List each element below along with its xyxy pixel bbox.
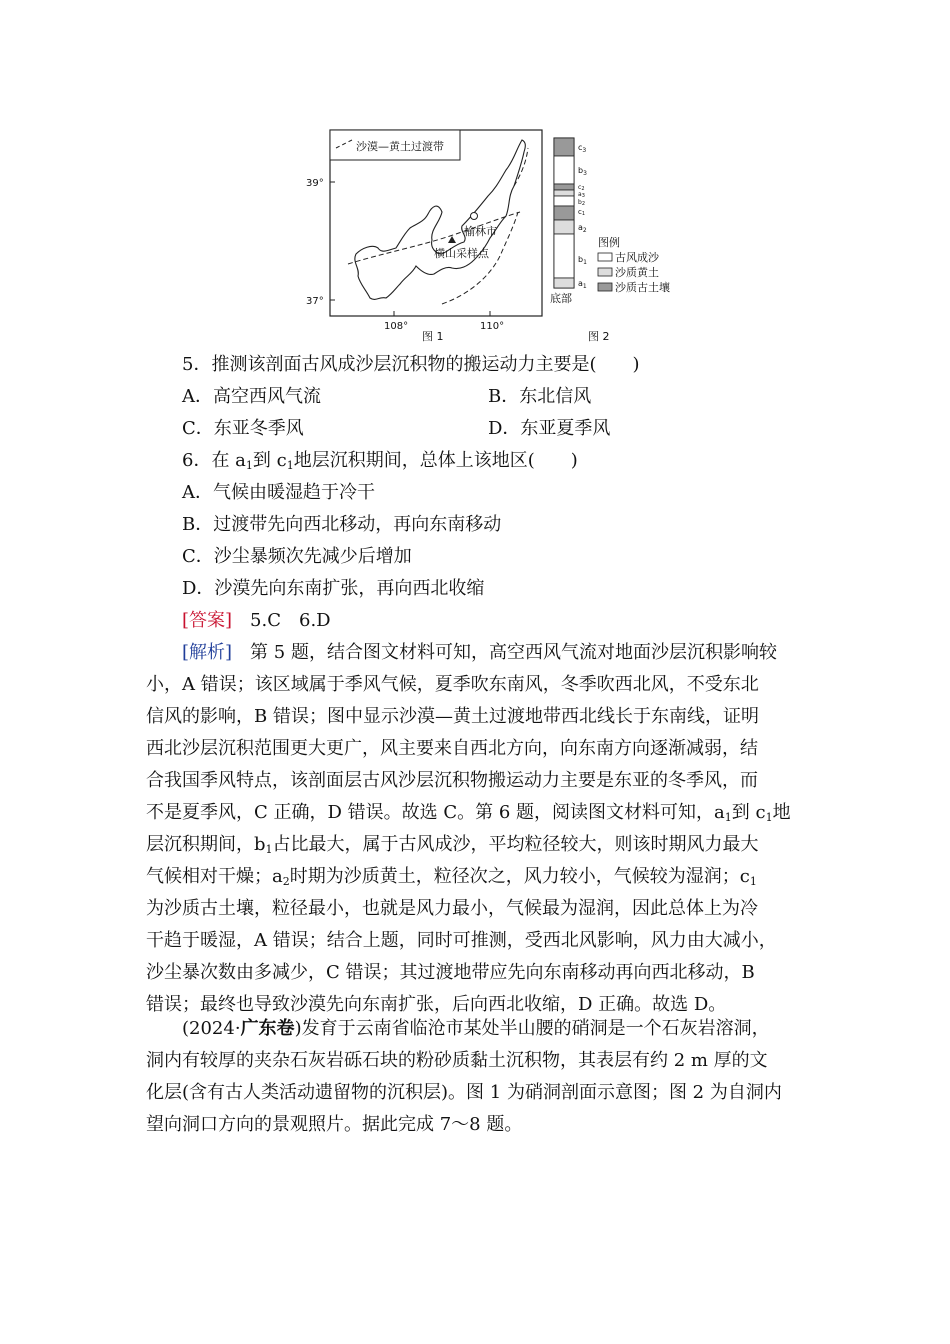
- label-b2-sub: 2: [581, 201, 585, 207]
- label-c1: c: [578, 208, 582, 216]
- analysis-line-8-sub2: 1: [749, 875, 757, 888]
- city-marker: [471, 213, 478, 220]
- answer-text: 5.C 6.D: [232, 610, 331, 631]
- label-b2: b: [578, 199, 582, 206]
- q6-option-d: D．沙漠先向东南扩张，再向西北收缩: [182, 578, 485, 599]
- lon-108-label: 108°: [384, 321, 409, 332]
- label-c2-sub: 2: [581, 186, 585, 192]
- q6-stem-post: 地层沉积期间，总体上该地区( ): [293, 450, 578, 471]
- svg-text:a3: [578, 191, 585, 199]
- label-b1: b: [578, 255, 584, 264]
- layer-a2-band: [554, 220, 574, 234]
- layer-b1-band: [554, 234, 574, 278]
- q6-option-b: B．过渡带先向西北移动，再向东南移动: [182, 514, 502, 535]
- analysis-line-6-end: 地: [772, 802, 791, 823]
- lat-39-label: 39°: [306, 178, 324, 189]
- q5-option-d: D．东亚夏季风: [488, 418, 611, 439]
- svg-text:b3: [578, 166, 587, 177]
- analysis-line-11: 沙尘暴次数由多减少，C 错误；其过渡地带应先向东南移动再向西北移动，B: [146, 962, 755, 983]
- layer-a1-band: [554, 278, 574, 288]
- analysis-line-7-pre: 层沉积期间，b: [146, 834, 266, 855]
- q6-stem-mid: 到 c: [252, 450, 287, 471]
- label-a2-sub: 2: [582, 227, 587, 234]
- label-b3: b: [578, 166, 584, 175]
- analysis-line-6: [146, 797, 808, 829]
- analysis-line-7-post: 占比最大，属于古风成沙，平均粒径较大，则该时期风力最大: [272, 834, 759, 855]
- q6-option-c: C．沙尘暴频次先减少后增加: [182, 546, 412, 567]
- intro-source-bold: 广东卷: [240, 1018, 295, 1039]
- legend-item-sand: 古风成沙: [615, 251, 659, 264]
- intro-line-4: 望向洞口方向的景观照片。据此完成 7～8 题。: [146, 1114, 523, 1135]
- legend-title: 图例: [598, 236, 620, 249]
- analysis-line-4: 西北沙层沉积范围更大更广，风主要来自西北方向，向东南方向逐渐减弱，结: [146, 738, 758, 759]
- label-a2: a: [578, 223, 583, 232]
- analysis-line-8: [146, 861, 808, 893]
- analysis-line-3: 信风的影响，B 错误；图中显示沙漠—黄土过渡地带西北线长于东南线，证明: [146, 706, 759, 727]
- analysis-line-7-sub: 1: [265, 843, 273, 856]
- svg-text:b2: [578, 199, 585, 207]
- bottom-label: 底部: [550, 292, 572, 305]
- sample-label: 横山采样点: [434, 247, 489, 260]
- label-a3-sub: 3: [581, 193, 585, 199]
- legend-swatch-paleosol: [598, 283, 612, 291]
- figure-2-caption: 图 2: [588, 330, 610, 343]
- analysis-tag: [解析]: [182, 642, 233, 663]
- analysis-line-9: 为沙质古土壤，粒径最小，也就是风力最小，气候最为湿润，因此总体上为冷: [146, 898, 758, 919]
- q6-stem-pre: 6．在 a: [182, 450, 246, 471]
- legend-item-paleosol: 沙质古土壤: [615, 281, 670, 294]
- analysis-line-6-sub2: 1: [765, 811, 773, 824]
- intro-paragraph: [146, 1013, 808, 1141]
- q6-stem: [182, 449, 578, 473]
- figure-2-column: [548, 134, 688, 348]
- svg-text:b1: [578, 255, 587, 266]
- legend-item-loess: 沙质黄土: [615, 266, 659, 279]
- label-c2: c: [578, 184, 582, 191]
- analysis-line-2: 小，A 错误；该区域属于季风气候，夏季吹东南风，冬季吹西北风，不受东北: [146, 674, 759, 695]
- analysis-line-8-sub: 2: [282, 875, 290, 888]
- legend-swatch-sand: [598, 253, 612, 261]
- label-a1: a: [578, 279, 583, 288]
- intro-line-1: )发育于云南省临沧市某处半山腰的硝洞是一个石灰岩溶洞，: [294, 1018, 770, 1039]
- analysis-line-6-text: 不是夏季风，C 正确，D 错误。故选 C。第 6 题，阅读图文材料可知，a: [146, 802, 725, 823]
- legend-swatch-loess: [598, 268, 612, 276]
- region-outline: [355, 140, 525, 299]
- svg-text:a2: [578, 223, 587, 234]
- layer-c2-band: [554, 184, 574, 190]
- analysis-line-1: 第 5 题，结合图文材料可知，高空西风气流对地面沙层沉积影响较: [232, 642, 777, 663]
- analysis-line-8-post: 时期为沙质黄土，粒径次之，风力较小，气候较为湿润；c: [289, 866, 750, 887]
- lon-110-label: 110°: [480, 321, 505, 332]
- q5-option-b: B．东北信风: [488, 386, 592, 407]
- analysis-line-5: 合我国季风特点，该剖面层古风沙层沉积物搬运动力主要是东亚的冬季风，而: [146, 770, 758, 791]
- map-legend-text: 沙漠—黄土过渡带: [356, 140, 444, 153]
- city-label: 榆林市: [464, 225, 497, 238]
- analysis-line-12: 错误；最终也导致沙漠先向东南扩张，后向西北收缩，D 正确。故选 D。: [146, 994, 727, 1015]
- label-b1-sub: 1: [583, 259, 587, 266]
- layer-b3-band: [554, 156, 574, 184]
- label-a1-sub: 1: [582, 283, 587, 290]
- analysis-paragraph: [146, 637, 808, 1021]
- figure-1-caption: 图 1: [422, 330, 444, 343]
- intro-source-pre: (2024·: [182, 1018, 241, 1039]
- intro-line-3: 化层(含有古人类活动遗留物的沉积层)。图 1 为硝洞剖面示意图；图 2 为自洞内: [146, 1082, 782, 1103]
- analysis-line-6-sub1: 1: [724, 811, 732, 824]
- label-c3: c: [578, 143, 583, 152]
- label-c3-sub: 3: [582, 147, 587, 154]
- label-a3: a: [578, 191, 582, 198]
- sample-point-marker: [448, 236, 456, 243]
- svg-text:c3: [578, 143, 586, 154]
- figure-1-map: [300, 126, 550, 348]
- q6-option-a: A．气候由暖湿趋于冷干: [182, 482, 375, 503]
- svg-text:c1: [578, 208, 585, 217]
- q6-stem-sub2: 1: [286, 459, 294, 472]
- lat-37-label: 37°: [306, 296, 324, 307]
- svg-text:a1: [578, 279, 587, 290]
- label-c1-sub: 1: [581, 211, 586, 217]
- q5-option-a: A．高空西风气流: [182, 386, 321, 407]
- q5-option-c: C．东亚冬季风: [182, 418, 304, 439]
- q5-stem: 5．推测该剖面古风成沙层沉积物的搬运动力主要是( ): [182, 354, 640, 375]
- analysis-line-10: 干趋于暖湿，A 错误；结合上题，同时可推测，受西北风影响，风力由大减小，: [146, 930, 777, 951]
- analysis-line-7: [146, 829, 808, 861]
- layer-c1-band: [554, 206, 574, 220]
- layer-b2-band: [554, 196, 574, 206]
- layer-a3-band: [554, 190, 574, 196]
- layer-c3-band: [554, 138, 574, 156]
- answer-tag: [答案]: [182, 610, 233, 631]
- intro-line-2: 洞内有较厚的夹杂石灰岩砾石块的粉砂质黏土沉积物，其表层有约 2 m 厚的文: [146, 1050, 768, 1071]
- label-b3-sub: 3: [583, 170, 587, 177]
- analysis-line-8-pre: 气候相对干燥；a: [146, 866, 283, 887]
- q6-stem-sub1: 1: [245, 459, 253, 472]
- answer-line: [182, 609, 331, 633]
- analysis-line-6-mid: 到 c: [731, 802, 766, 823]
